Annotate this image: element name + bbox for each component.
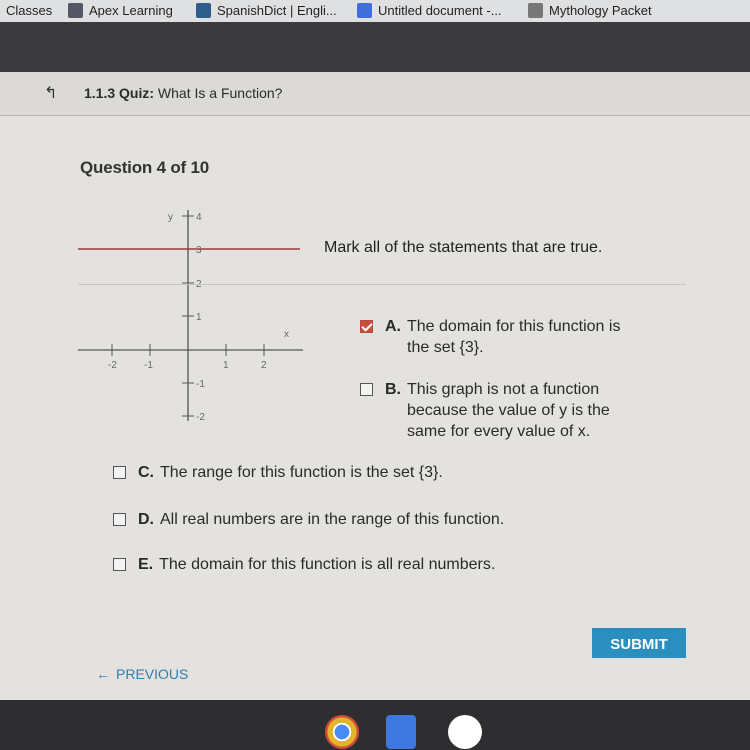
x-tick-label: 2 bbox=[261, 360, 267, 371]
bookmark-apex[interactable] bbox=[68, 0, 173, 20]
bookmark-untitled-doc[interactable] bbox=[357, 0, 502, 20]
option-text: All real numbers are in the range of this function. bbox=[160, 511, 505, 528]
bookmark-mythology[interactable] bbox=[528, 0, 652, 20]
y-tick-label: -2 bbox=[196, 412, 205, 423]
y-tick-label: 1 bbox=[196, 312, 202, 323]
option-text bbox=[407, 379, 610, 442]
option-c[interactable] bbox=[113, 462, 443, 483]
x-axis-label: x bbox=[284, 329, 289, 340]
docs-icon bbox=[357, 3, 372, 18]
option-letter: D. bbox=[138, 511, 154, 528]
question-progress: Question 4 of 10 bbox=[80, 158, 210, 177]
bookmark-label: Untitled document -... bbox=[378, 2, 502, 18]
os-taskbar bbox=[0, 700, 750, 750]
x-tick-label: -2 bbox=[108, 360, 117, 371]
y-tick-label: 4 bbox=[196, 212, 202, 223]
y-axis-label: y bbox=[168, 212, 173, 223]
option-e-checkbox[interactable] bbox=[113, 558, 126, 571]
divider bbox=[78, 284, 686, 285]
option-c-checkbox[interactable] bbox=[113, 466, 126, 479]
quiz-name: What Is a Function? bbox=[157, 85, 283, 101]
option-text: The domain for this function is all real numbers. bbox=[159, 556, 496, 573]
question-prompt: Mark all of the statements that are true. bbox=[324, 239, 603, 256]
option-text-line: The domain for this function is bbox=[407, 318, 621, 335]
question-panel bbox=[0, 116, 750, 700]
bookmarks-bar bbox=[0, 0, 750, 22]
option-b[interactable] bbox=[360, 379, 610, 442]
bookmark-label: Mythology Packet bbox=[549, 2, 652, 18]
browser-band bbox=[0, 22, 750, 72]
graph-svg bbox=[78, 206, 308, 446]
bookmark-label: SpanishDict | Engli... bbox=[217, 2, 337, 18]
option-letter: A. bbox=[385, 318, 401, 335]
option-letter: B. bbox=[385, 381, 401, 398]
quiz-header bbox=[0, 72, 750, 116]
play-store-icon[interactable] bbox=[448, 715, 482, 749]
previous-label: PREVIOUS bbox=[116, 666, 189, 682]
previous-button[interactable] bbox=[96, 666, 188, 682]
option-a-checkbox[interactable] bbox=[360, 320, 373, 333]
option-d-checkbox[interactable] bbox=[113, 513, 126, 526]
y-tick-label: -1 bbox=[196, 379, 205, 390]
option-text-line: same for every value of x. bbox=[407, 423, 591, 440]
option-a[interactable] bbox=[360, 316, 620, 358]
bookmark-label: Apex Learning bbox=[89, 2, 173, 18]
option-letter: E. bbox=[138, 556, 154, 573]
submit-button[interactable]: SUBMIT bbox=[592, 628, 686, 658]
y-tick-label: 3 bbox=[196, 245, 202, 256]
function-graph bbox=[78, 206, 308, 446]
arrow-left-icon: ← bbox=[96, 666, 110, 682]
option-b-checkbox[interactable] bbox=[360, 383, 373, 396]
option-text-line: because the value of y is the bbox=[407, 402, 610, 419]
option-text-line: the set {3}. bbox=[407, 339, 484, 356]
x-tick-label: 1 bbox=[223, 360, 229, 371]
back-arrow-icon[interactable]: ↰ bbox=[44, 85, 58, 102]
bookmark-classes[interactable] bbox=[6, 0, 52, 20]
spanishdict-icon bbox=[196, 3, 211, 18]
quiz-title bbox=[84, 85, 282, 101]
option-e[interactable] bbox=[113, 554, 495, 575]
option-d[interactable] bbox=[113, 509, 504, 530]
apex-icon bbox=[68, 3, 83, 18]
x-tick-label: -1 bbox=[144, 360, 153, 371]
docs-icon[interactable] bbox=[386, 715, 416, 749]
option-text-line: This graph is not a function bbox=[407, 381, 600, 398]
doc-icon bbox=[528, 3, 543, 18]
quiz-kind: Quiz: bbox=[119, 85, 155, 101]
option-letter: C. bbox=[138, 464, 154, 481]
chrome-icon[interactable] bbox=[325, 715, 359, 749]
quiz-number: 1.1.3 bbox=[84, 85, 116, 101]
bookmark-spanishdict[interactable] bbox=[196, 0, 337, 20]
bookmark-label: Classes bbox=[6, 2, 53, 18]
option-text: The range for this function is the set {3}. bbox=[160, 464, 443, 481]
option-text bbox=[407, 316, 620, 358]
